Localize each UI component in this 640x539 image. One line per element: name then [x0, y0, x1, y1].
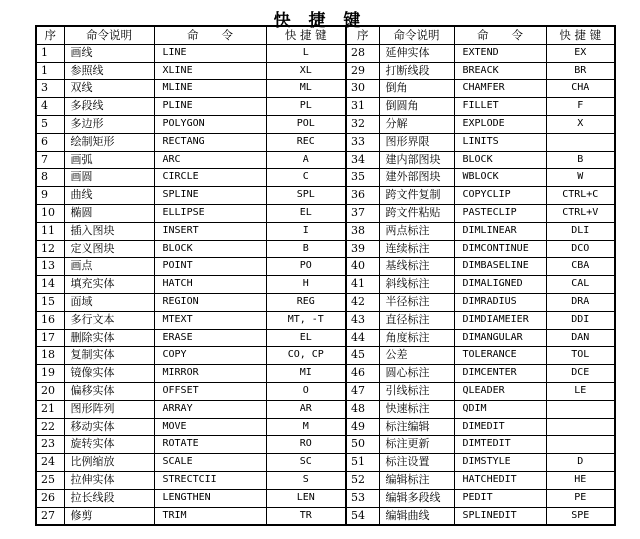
- right-shortcut-cell: LE: [546, 382, 615, 400]
- left-index-cell: 17: [36, 329, 64, 347]
- right-description-cell: 编辑标注: [379, 471, 454, 489]
- left-index-cell: 16: [36, 311, 64, 329]
- left-shortcut-cell: L: [266, 44, 346, 62]
- left-index-cell: 27: [36, 507, 64, 525]
- right-command-cell: DIMANGULAR: [454, 329, 546, 347]
- left-index-cell: 23: [36, 436, 64, 454]
- left-description-cell: 填充实体: [64, 276, 154, 294]
- right-command-cell: DIMALIGNED: [454, 276, 546, 294]
- left-command-cell: MOVE: [154, 418, 266, 436]
- table-row: [36, 80, 615, 98]
- left-shortcut-cell: C: [266, 169, 346, 187]
- right-command-cell: PASTECLIP: [454, 204, 546, 222]
- left-index-cell: 20: [36, 382, 64, 400]
- page-title: 快 捷 键: [273, 11, 367, 31]
- table-row: [36, 436, 615, 454]
- right-index-cell: 45: [346, 347, 379, 365]
- right-shortcut-cell: DCE: [546, 365, 615, 383]
- right-index-cell: 46: [346, 365, 379, 383]
- left-shortcut-cell: XL: [266, 62, 346, 80]
- header-command-left: 命 令: [154, 26, 266, 44]
- table-row: [36, 454, 615, 472]
- right-description-cell: 标注设置: [379, 454, 454, 472]
- left-description-cell: 插入图块: [64, 222, 154, 240]
- left-shortcut-cell: PO: [266, 258, 346, 276]
- table-row: [36, 169, 615, 187]
- right-index-cell: 50: [346, 436, 379, 454]
- right-description-cell: 直径标注: [379, 311, 454, 329]
- right-description-cell: 跨文件复制: [379, 187, 454, 205]
- left-shortcut-cell: CO, CP: [266, 347, 346, 365]
- table-row: [36, 187, 615, 205]
- left-description-cell: 多行文本: [64, 311, 154, 329]
- left-description-cell: 多边形: [64, 115, 154, 133]
- left-description-cell: 多段线: [64, 98, 154, 116]
- right-shortcut-cell: [546, 400, 615, 418]
- right-description-cell: 角度标注: [379, 329, 454, 347]
- left-command-cell: ARC: [154, 151, 266, 169]
- left-command-cell: STRECTCII: [154, 471, 266, 489]
- table-body: [36, 44, 615, 525]
- right-index-cell: 44: [346, 329, 379, 347]
- left-description-cell: 画弧: [64, 151, 154, 169]
- left-description-cell: 双线: [64, 80, 154, 98]
- header-description-right: 命令说明: [379, 26, 454, 44]
- header-shortcut-left: 快 捷 键: [266, 26, 346, 44]
- left-shortcut-cell: EL: [266, 204, 346, 222]
- left-shortcut-cell: O: [266, 382, 346, 400]
- left-command-cell: SPLINE: [154, 187, 266, 205]
- right-description-cell: 快速标注: [379, 400, 454, 418]
- table-row: [36, 507, 615, 525]
- right-command-cell: HATCHEDIT: [454, 471, 546, 489]
- table-row: [36, 204, 615, 222]
- left-description-cell: 旋转实体: [64, 436, 154, 454]
- right-description-cell: 连续标注: [379, 240, 454, 258]
- left-command-cell: ERASE: [154, 329, 266, 347]
- right-description-cell: 半径标注: [379, 293, 454, 311]
- left-shortcut-cell: SC: [266, 454, 346, 472]
- table-row: [36, 293, 615, 311]
- left-shortcut-cell: SPL: [266, 187, 346, 205]
- right-shortcut-cell: [546, 133, 615, 151]
- right-index-cell: 36: [346, 187, 379, 205]
- left-description-cell: 图形阵列: [64, 400, 154, 418]
- left-description-cell: 修剪: [64, 507, 154, 525]
- right-shortcut-cell: CTRL+C: [546, 187, 615, 205]
- left-command-cell: REGION: [154, 293, 266, 311]
- left-command-cell: OFFSET: [154, 382, 266, 400]
- left-description-cell: 画点: [64, 258, 154, 276]
- right-index-cell: 49: [346, 418, 379, 436]
- right-shortcut-cell: CTRL+V: [546, 204, 615, 222]
- left-description-cell: 镜像实体: [64, 365, 154, 383]
- right-shortcut-cell: DLI: [546, 222, 615, 240]
- table-row: [36, 365, 615, 383]
- left-shortcut-cell: PL: [266, 98, 346, 116]
- right-shortcut-cell: EX: [546, 44, 615, 62]
- right-index-cell: 30: [346, 80, 379, 98]
- left-description-cell: 绘制矩形: [64, 133, 154, 151]
- right-shortcut-cell: DAN: [546, 329, 615, 347]
- right-command-cell: COPYCLIP: [454, 187, 546, 205]
- left-description-cell: 拉伸实体: [64, 471, 154, 489]
- right-command-cell: TOLERANCE: [454, 347, 546, 365]
- left-shortcut-cell: MI: [266, 365, 346, 383]
- left-description-cell: 椭圆: [64, 204, 154, 222]
- right-index-cell: 40: [346, 258, 379, 276]
- left-description-cell: 比例缩放: [64, 454, 154, 472]
- header-description-left: 命令说明: [64, 26, 154, 44]
- table-row: [36, 133, 615, 151]
- table-row: [36, 489, 615, 507]
- right-description-cell: 延伸实体: [379, 44, 454, 62]
- right-command-cell: FILLET: [454, 98, 546, 116]
- left-command-cell: RECTANG: [154, 133, 266, 151]
- table-row: [36, 240, 615, 258]
- right-command-cell: DIMDIAMEIER: [454, 311, 546, 329]
- right-description-cell: 圆心标注: [379, 365, 454, 383]
- left-command-cell: BLOCK: [154, 240, 266, 258]
- right-command-cell: WBLOCK: [454, 169, 546, 187]
- left-index-cell: 5: [36, 115, 64, 133]
- right-index-cell: 48: [346, 400, 379, 418]
- left-index-cell: 13: [36, 258, 64, 276]
- right-command-cell: DIMEDIT: [454, 418, 546, 436]
- right-command-cell: DIMCENTER: [454, 365, 546, 383]
- right-index-cell: 35: [346, 169, 379, 187]
- right-shortcut-cell: D: [546, 454, 615, 472]
- left-command-cell: INSERT: [154, 222, 266, 240]
- left-command-cell: LENGTHEN: [154, 489, 266, 507]
- right-shortcut-cell: BR: [546, 62, 615, 80]
- right-description-cell: 建内部图块: [379, 151, 454, 169]
- right-description-cell: 斜线标注: [379, 276, 454, 294]
- table-row: [36, 418, 615, 436]
- left-index-cell: 1: [36, 62, 64, 80]
- left-index-cell: 9: [36, 187, 64, 205]
- left-command-cell: ARRAY: [154, 400, 266, 418]
- right-description-cell: 打断线段: [379, 62, 454, 80]
- right-description-cell: 标注编辑: [379, 418, 454, 436]
- right-description-cell: 分解: [379, 115, 454, 133]
- right-command-cell: EXTEND: [454, 44, 546, 62]
- left-index-cell: 7: [36, 151, 64, 169]
- right-shortcut-cell: PE: [546, 489, 615, 507]
- right-command-cell: DIMLINEAR: [454, 222, 546, 240]
- shortcut-table: [35, 25, 616, 526]
- left-shortcut-cell: I: [266, 222, 346, 240]
- right-description-cell: 编辑多段线: [379, 489, 454, 507]
- left-index-cell: 19: [36, 365, 64, 383]
- right-index-cell: 41: [346, 276, 379, 294]
- right-shortcut-cell: F: [546, 98, 615, 116]
- right-description-cell: 公差: [379, 347, 454, 365]
- left-index-cell: 18: [36, 347, 64, 365]
- right-description-cell: 建外部图块: [379, 169, 454, 187]
- right-description-cell: 两点标注: [379, 222, 454, 240]
- left-index-cell: 8: [36, 169, 64, 187]
- left-description-cell: 拉长线段: [64, 489, 154, 507]
- right-command-cell: EXPLODE: [454, 115, 546, 133]
- left-command-cell: CIRCLE: [154, 169, 266, 187]
- table-row: [36, 98, 615, 116]
- right-index-cell: 53: [346, 489, 379, 507]
- right-description-cell: 跨文件粘贴: [379, 204, 454, 222]
- left-command-cell: PLINE: [154, 98, 266, 116]
- left-index-cell: 21: [36, 400, 64, 418]
- header-index-left: 序: [36, 26, 64, 44]
- left-shortcut-cell: EL: [266, 329, 346, 347]
- left-command-cell: MIRROR: [154, 365, 266, 383]
- right-index-cell: 51: [346, 454, 379, 472]
- table-row: [36, 329, 615, 347]
- right-command-cell: DIMTEDIT: [454, 436, 546, 454]
- left-command-cell: TRIM: [154, 507, 266, 525]
- left-index-cell: 24: [36, 454, 64, 472]
- table-row: [36, 347, 615, 365]
- right-index-cell: 34: [346, 151, 379, 169]
- table-row: [36, 382, 615, 400]
- right-index-cell: 42: [346, 293, 379, 311]
- left-index-cell: 1: [36, 44, 64, 62]
- left-command-cell: ELLIPSE: [154, 204, 266, 222]
- left-description-cell: 删除实体: [64, 329, 154, 347]
- right-index-cell: 39: [346, 240, 379, 258]
- right-shortcut-cell: CBA: [546, 258, 615, 276]
- left-shortcut-cell: S: [266, 471, 346, 489]
- left-description-cell: 偏移实体: [64, 382, 154, 400]
- left-index-cell: 3: [36, 80, 64, 98]
- right-command-cell: DIMCONTINUE: [454, 240, 546, 258]
- left-command-cell: MLINE: [154, 80, 266, 98]
- left-shortcut-cell: MT, -T: [266, 311, 346, 329]
- right-shortcut-cell: CAL: [546, 276, 615, 294]
- header-index-right: 序: [346, 26, 379, 44]
- right-index-cell: 37: [346, 204, 379, 222]
- right-index-cell: 28: [346, 44, 379, 62]
- right-command-cell: CHAMFER: [454, 80, 546, 98]
- left-description-cell: 画圆: [64, 169, 154, 187]
- right-index-cell: 33: [346, 133, 379, 151]
- right-shortcut-cell: W: [546, 169, 615, 187]
- table-row: [36, 44, 615, 62]
- left-shortcut-cell: LEN: [266, 489, 346, 507]
- right-index-cell: 29: [346, 62, 379, 80]
- right-command-cell: BREACK: [454, 62, 546, 80]
- right-command-cell: BLOCK: [454, 151, 546, 169]
- left-shortcut-cell: A: [266, 151, 346, 169]
- left-description-cell: 定义图块: [64, 240, 154, 258]
- table-row: [36, 222, 615, 240]
- left-command-cell: XLINE: [154, 62, 266, 80]
- left-index-cell: 10: [36, 204, 64, 222]
- right-command-cell: LINITS: [454, 133, 546, 151]
- header-command-right: 命 令: [454, 26, 546, 44]
- table-row: [36, 151, 615, 169]
- right-shortcut-cell: DCO: [546, 240, 615, 258]
- left-index-cell: 15: [36, 293, 64, 311]
- right-shortcut-cell: DRA: [546, 293, 615, 311]
- left-index-cell: 12: [36, 240, 64, 258]
- right-shortcut-cell: DDI: [546, 311, 615, 329]
- table-row: [36, 62, 615, 80]
- left-command-cell: ROTATE: [154, 436, 266, 454]
- left-description-cell: 参照线: [64, 62, 154, 80]
- left-command-cell: LINE: [154, 44, 266, 62]
- left-shortcut-cell: REC: [266, 133, 346, 151]
- table-row: [36, 311, 615, 329]
- right-index-cell: 38: [346, 222, 379, 240]
- left-shortcut-cell: H: [266, 276, 346, 294]
- left-index-cell: 22: [36, 418, 64, 436]
- right-description-cell: 图形界限: [379, 133, 454, 151]
- left-shortcut-cell: AR: [266, 400, 346, 418]
- left-index-cell: 4: [36, 98, 64, 116]
- left-index-cell: 6: [36, 133, 64, 151]
- right-index-cell: 43: [346, 311, 379, 329]
- right-shortcut-cell: [546, 436, 615, 454]
- table-row: [36, 471, 615, 489]
- left-command-cell: COPY: [154, 347, 266, 365]
- left-shortcut-cell: ML: [266, 80, 346, 98]
- right-index-cell: 32: [346, 115, 379, 133]
- right-command-cell: QDIM: [454, 400, 546, 418]
- table-row: [36, 400, 615, 418]
- right-description-cell: 标注更新: [379, 436, 454, 454]
- left-description-cell: 画线: [64, 44, 154, 62]
- right-command-cell: DIMBASELINE: [454, 258, 546, 276]
- right-shortcut-cell: B: [546, 151, 615, 169]
- right-command-cell: DIMRADIUS: [454, 293, 546, 311]
- left-index-cell: 11: [36, 222, 64, 240]
- right-index-cell: 31: [346, 98, 379, 116]
- right-index-cell: 54: [346, 507, 379, 525]
- right-shortcut-cell: CHA: [546, 80, 615, 98]
- left-shortcut-cell: REG: [266, 293, 346, 311]
- right-shortcut-cell: SPE: [546, 507, 615, 525]
- right-command-cell: DIMSTYLE: [454, 454, 546, 472]
- right-shortcut-cell: TOL: [546, 347, 615, 365]
- left-description-cell: 面域: [64, 293, 154, 311]
- left-shortcut-cell: B: [266, 240, 346, 258]
- left-command-cell: SCALE: [154, 454, 266, 472]
- left-shortcut-cell: TR: [266, 507, 346, 525]
- left-shortcut-cell: M: [266, 418, 346, 436]
- left-shortcut-cell: POL: [266, 115, 346, 133]
- table-row: [36, 258, 615, 276]
- right-index-cell: 52: [346, 471, 379, 489]
- left-description-cell: 曲线: [64, 187, 154, 205]
- right-command-cell: PEDIT: [454, 489, 546, 507]
- left-index-cell: 26: [36, 489, 64, 507]
- left-index-cell: 25: [36, 471, 64, 489]
- table-row: [36, 115, 615, 133]
- right-index-cell: 47: [346, 382, 379, 400]
- right-command-cell: SPLINEDIT: [454, 507, 546, 525]
- right-shortcut-cell: HE: [546, 471, 615, 489]
- left-index-cell: 14: [36, 276, 64, 294]
- left-description-cell: 复制实体: [64, 347, 154, 365]
- left-command-cell: MTEXT: [154, 311, 266, 329]
- right-command-cell: QLEADER: [454, 382, 546, 400]
- left-command-cell: POINT: [154, 258, 266, 276]
- right-shortcut-cell: X: [546, 115, 615, 133]
- right-shortcut-cell: [546, 418, 615, 436]
- table-row: [36, 276, 615, 294]
- left-command-cell: HATCH: [154, 276, 266, 294]
- right-description-cell: 倒圆角: [379, 98, 454, 116]
- right-description-cell: 编辑曲线: [379, 507, 454, 525]
- left-description-cell: 移动实体: [64, 418, 154, 436]
- header-shortcut-right: 快 捷 键: [546, 26, 615, 44]
- right-description-cell: 倒角: [379, 80, 454, 98]
- left-shortcut-cell: RO: [266, 436, 346, 454]
- left-command-cell: POLYGON: [154, 115, 266, 133]
- header-row: [36, 26, 615, 44]
- right-description-cell: 基线标注: [379, 258, 454, 276]
- right-description-cell: 引线标注: [379, 382, 454, 400]
